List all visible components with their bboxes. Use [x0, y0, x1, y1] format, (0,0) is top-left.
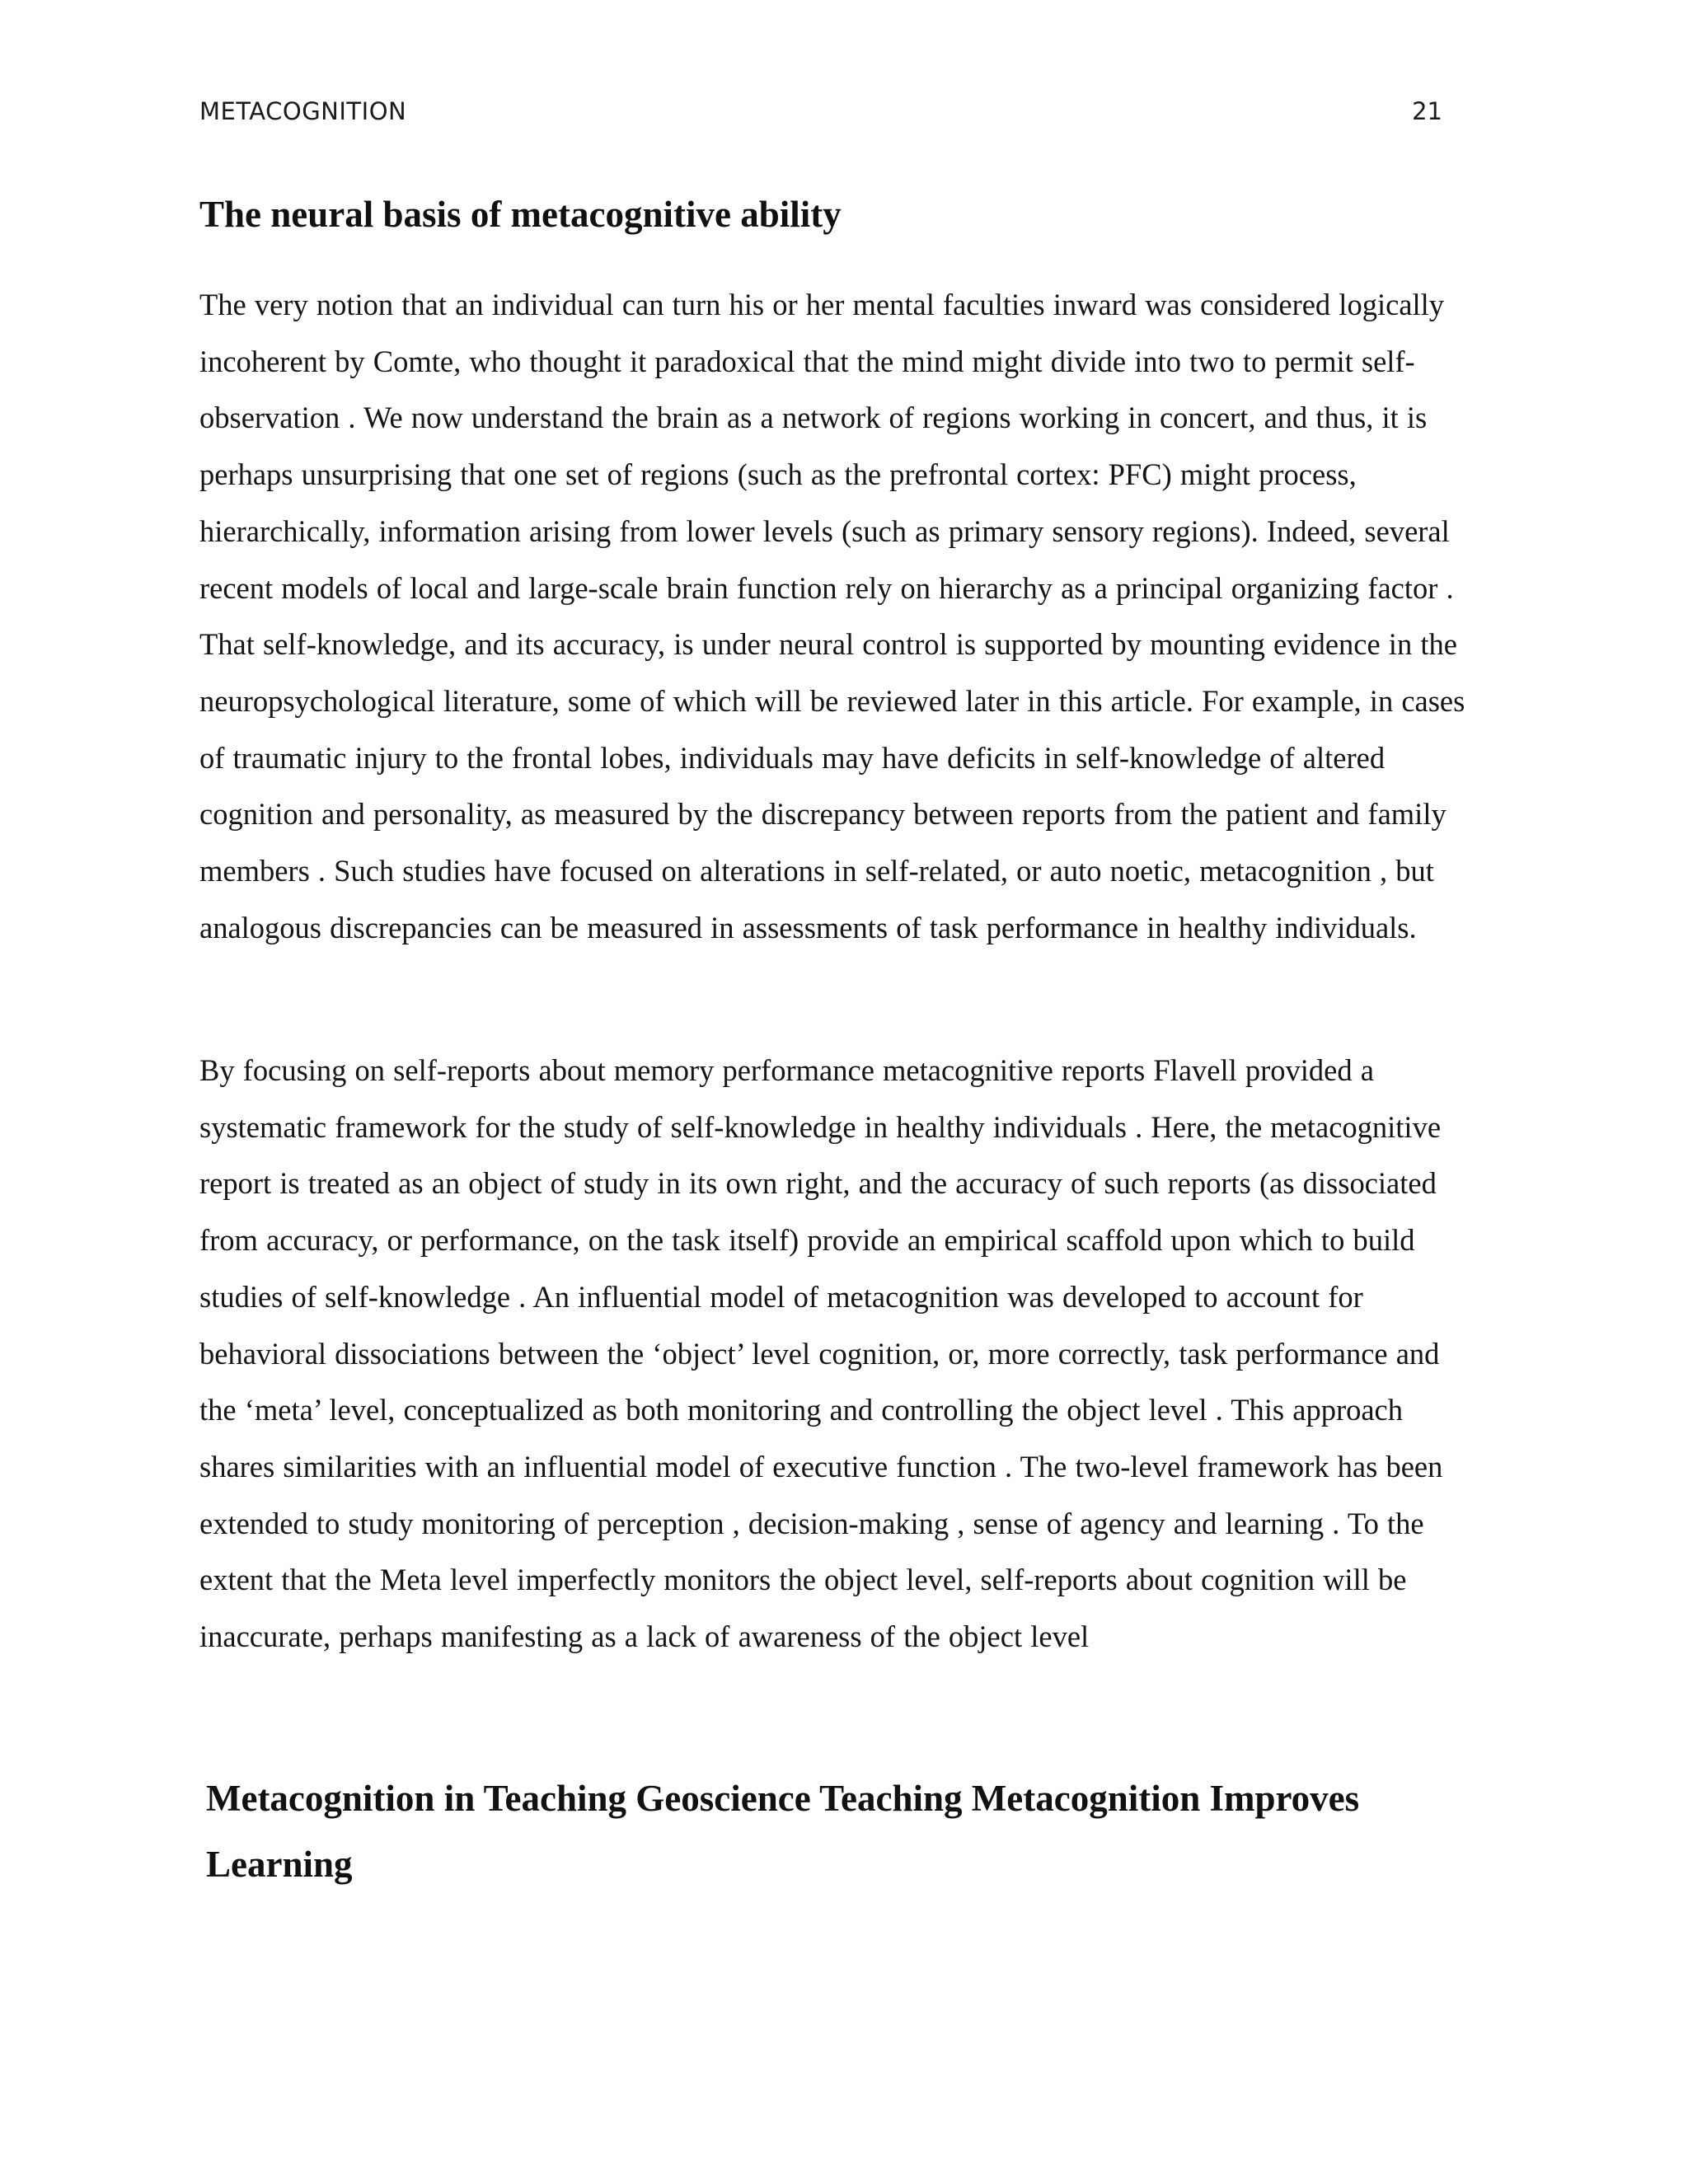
body-paragraph: The very notion that an individual can turn his or her mental faculties inward was considered logically incoherent by Comte, who thought it paradoxical that the mind might divide into two to permit self-observation . We now understand the brain as a network of regions working in concert, and thus, it is perhaps unsurprising that one set of regions (such as the prefrontal cortex: PFC) might process, hierarchically, information arising from lower levels (such as primary sensory regions). Indeed, several recent models of local and large-scale brain function rely on hierarchy as a principal organizing factor . That self-knowledge, and its accuracy, is under neural control is supported by mounting evidence in the neuropsychological literature, some of which will be reviewed later in this article. For example, in cases of traumatic injury to the frontal lobes, individuals may have deficits in self-knowledge of altered cognition and personality, as measured by the discrepancy between reports from the patient and family members . Such studies have focused on alterations in self-related, or auto noetic, metacognition , but analogous discrepancies can be measured in assessments of task performance in healthy individuals.	[199, 288, 1465, 944]
body-paragraph: By focusing on self-reports about memory performance metacognitive reports Flavell provided a systematic framework for the study of self-knowledge in healthy individuals . Here, the metacognitive report is treated as an object of study in its own right, and the accuracy of such reports (as dissociated from accuracy, or performance, on the task itself) provide an empirical scaffold upon which to build studies of self-knowledge . An influential model of metacognition was developed to account for behavioral dissociations between the ‘object’ level cognition, or, more correctly, task performance and the ‘meta’ level, conceptualized as both monitoring and controlling the object level . This approach shares similarities with an influential model of executive function . The two-level framework has been extended to study monitoring of perception , decision-making , sense of agency and learning . To the extent that the Meta level imperfectly monitors the object level, self-reports about cognition will be inaccurate, perhaps manifesting as a lack of awareness of the object level	[199, 1053, 1443, 1654]
running-head: METACOGNITION	[199, 97, 407, 125]
section-heading: Metacognition in Teaching Geoscience Teaching Metacognition Improves Learning	[206, 1778, 1360, 1885]
page-number: 21	[1412, 97, 1442, 125]
section-heading: The neural basis of metacognitive ability	[199, 194, 842, 235]
